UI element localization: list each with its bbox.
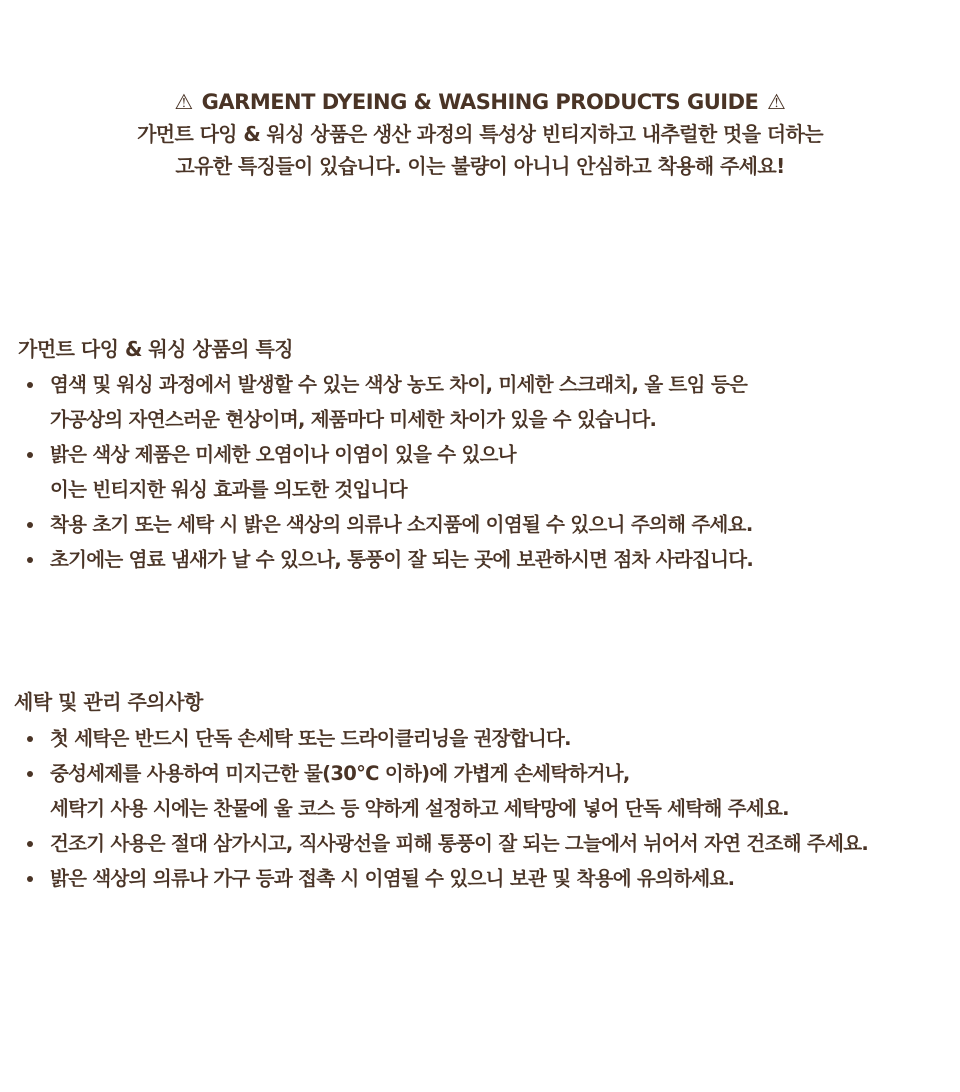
care-title: 세탁 및 관리 주의사항 (14, 690, 203, 714)
list-item (0, 367, 960, 437)
bullet-dot (27, 452, 33, 458)
list-item (0, 437, 960, 507)
features-section (0, 333, 960, 367)
bullet-dot (27, 736, 33, 742)
bullet-dot (27, 876, 33, 882)
list-item-line: 초기에는 염료 냄새가 날 수 있으나, 통풍이 잘 되는 곳에 보관하시면 점차 사라집니다. (50, 548, 754, 571)
list-item (0, 826, 960, 861)
list-item-line: 건조기 사용은 절대 삼가시고, 직사광선을 피해 통풍이 잘 되는 그늘에서 뉘어서 자연 건조해 주세요. (50, 832, 869, 855)
list-item (0, 542, 960, 577)
care-list (0, 721, 960, 896)
intro-line: 가먼트 다잉 & 워싱 상품은 생산 과정의 특성상 빈티지하고 내추럴한 멋을 더하는 (137, 122, 823, 146)
list-item (0, 507, 960, 542)
list-item-line: 중성세제를 사용하여 미지근한 물(30°C 이하)에 가볍게 손세탁하거나, (50, 762, 630, 785)
care-section (0, 686, 960, 720)
bullet-dot (27, 841, 33, 847)
guide-title (0, 86, 960, 118)
features-title: 가먼트 다잉 & 워싱 상품의 특징 (18, 337, 294, 361)
intro-line: 고유한 특징들이 있습니다. 이는 불량이 아니니 안심하고 착용해 주세요! (175, 154, 785, 178)
guide-header (0, 86, 960, 182)
care-list-wrapper (0, 721, 960, 896)
list-item-line: 첫 세탁은 반드시 단독 손세탁 또는 드라이클리닝을 권장합니다. (50, 727, 571, 750)
features-list (0, 367, 960, 577)
list-item-line: 이는 빈티지한 워싱 효과를 의도한 것입니다 (50, 478, 407, 501)
list-item-line: 착용 초기 또는 세탁 시 밝은 색상의 의류나 소지품에 이염될 수 있으니 주의해 주세요. (50, 513, 753, 536)
list-item (0, 861, 960, 896)
bullet-dot (27, 771, 33, 777)
list-item-line: 가공상의 자연스러운 현상이며, 제품마다 미세한 차이가 있을 수 있습니다. (50, 408, 657, 431)
warning-icon: ⚠ (767, 90, 786, 114)
warning-icon: ⚠ (174, 90, 193, 114)
list-item-line: 밝은 색상 제품은 미세한 오염이나 이염이 있을 수 있으나 (50, 443, 516, 466)
features-list-wrapper (0, 367, 960, 577)
bullet-dot (27, 557, 33, 563)
list-item-line: 염색 및 워싱 과정에서 발생할 수 있는 색상 농도 차이, 미세한 스크래치, 올 트임 등은 (50, 373, 748, 396)
guide-title-text: GARMENT DYEING & WASHING PRODUCTS GUIDE (201, 90, 759, 114)
list-item (0, 756, 960, 826)
list-item-line: 세탁기 사용 시에는 찬물에 울 코스 등 약하게 설정하고 세탁망에 넣어 단독 세탁해 주세요. (50, 797, 789, 820)
list-item (0, 721, 960, 756)
bullet-dot (27, 382, 33, 388)
bullet-dot (27, 522, 33, 528)
list-item-line: 밝은 색상의 의류나 가구 등과 접촉 시 이염될 수 있으니 보관 및 착용에 유의하세요. (50, 867, 735, 890)
